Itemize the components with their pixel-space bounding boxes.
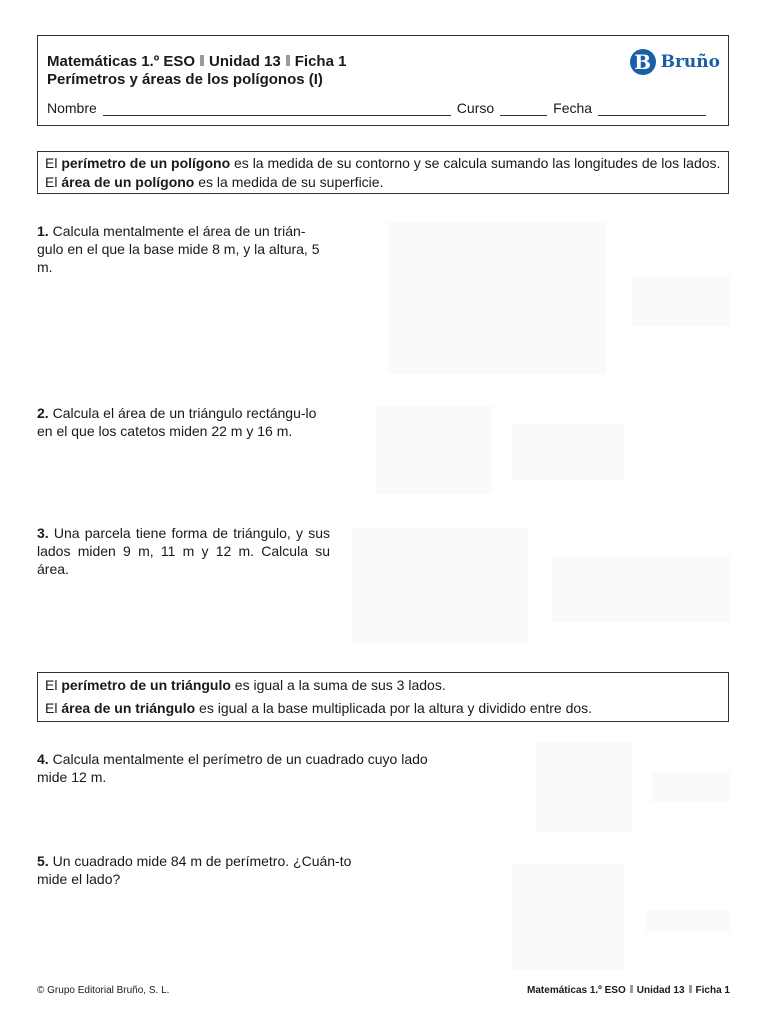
question-5 (37, 852, 367, 888)
question-text: Una parcela tiene forma de triángulo, y sus lados miden 9 m, 11 m y 12 m. Calcula su área. (37, 525, 330, 577)
answer-area (512, 424, 624, 480)
header-box (37, 35, 729, 126)
footer-copyright: © Grupo Editorial Bruño, S. L. (37, 985, 170, 996)
answer-area (376, 406, 492, 494)
answer-area (652, 772, 730, 802)
info-bold-term: perímetro de un triángulo (61, 677, 231, 693)
question-1 (37, 222, 330, 276)
question-3 (37, 524, 330, 578)
info-text: es la medida de su superficie. (194, 174, 384, 190)
question-number: 5. (37, 853, 49, 869)
question-number: 1. (37, 223, 49, 239)
definition-box-triangle (37, 672, 729, 722)
title-separator (200, 55, 204, 66)
answer-area (552, 556, 730, 622)
info-line (45, 699, 721, 718)
answer-area (632, 276, 730, 326)
info-bold-term: perímetro de un polígono (61, 155, 231, 171)
answer-area (512, 864, 624, 970)
page-title (47, 53, 346, 71)
info-bold-term: área de un polígono (61, 174, 195, 190)
page-subtitle: Perímetros y áreas de los polígonos (I) (47, 71, 323, 88)
footer-sheet: Ficha 1 (695, 985, 730, 996)
student-info-row (47, 100, 721, 116)
question-number: 3. (37, 525, 49, 541)
answer-area (646, 910, 730, 932)
question-number: 4. (37, 751, 49, 767)
info-text: El (45, 700, 62, 716)
name-label: Nombre (47, 100, 97, 116)
question-text: Un cuadrado mide 84 m de perímetro. ¿Cuán-to mide el lado? (37, 853, 352, 887)
title-separator (286, 55, 290, 66)
answer-area (352, 528, 528, 644)
title-unit: Unidad 13 (209, 53, 281, 70)
info-text: El (45, 155, 62, 171)
date-label: Fecha (553, 100, 593, 116)
question-number: 2. (37, 405, 49, 421)
definition-box-polygon (37, 151, 729, 194)
date-field[interactable] (598, 101, 706, 116)
name-field[interactable] (103, 101, 451, 116)
publisher-logo (630, 49, 720, 75)
footer-reference (527, 985, 730, 996)
answer-area (388, 222, 606, 374)
info-text: es la medida de su contorno y se calcula sumando las longitudes de los lados. El (45, 155, 721, 190)
info-text: es igual a la suma de sus 3 lados. (230, 677, 446, 693)
info-text: El (45, 677, 62, 693)
question-text: Calcula el área de un triángulo rectángu-lo en el que los catetos miden 22 m y 16 m. (37, 405, 317, 439)
question-text: Calcula mentalmente el área de un trián-gulo en el que la base mide 8 m, y la altura, 5 m. (37, 223, 320, 275)
course-field[interactable] (500, 101, 547, 116)
footer-separator (689, 985, 692, 993)
footer-separator (630, 985, 633, 993)
info-text: es igual a la base multiplicada por la altura y dividido entre dos. (195, 700, 593, 716)
info-line (45, 676, 721, 695)
question-4 (37, 750, 447, 786)
info-bold-term: área de un triángulo (61, 700, 196, 716)
logo-text: Bruño (660, 52, 720, 72)
course-label: Curso (456, 100, 495, 116)
logo-b-icon: B (630, 49, 656, 75)
question-2 (37, 404, 330, 440)
question-text: Calcula mentalmente el perímetro de un cuadrado cuyo lado mide 12 m. (37, 751, 428, 785)
answer-area (536, 742, 632, 832)
title-sheet: Ficha 1 (294, 53, 347, 70)
footer-unit: Unidad 13 (636, 985, 685, 996)
footer-subject: Matemáticas 1.º ESO (527, 985, 626, 996)
title-subject: Matemáticas 1.º ESO (47, 53, 196, 70)
